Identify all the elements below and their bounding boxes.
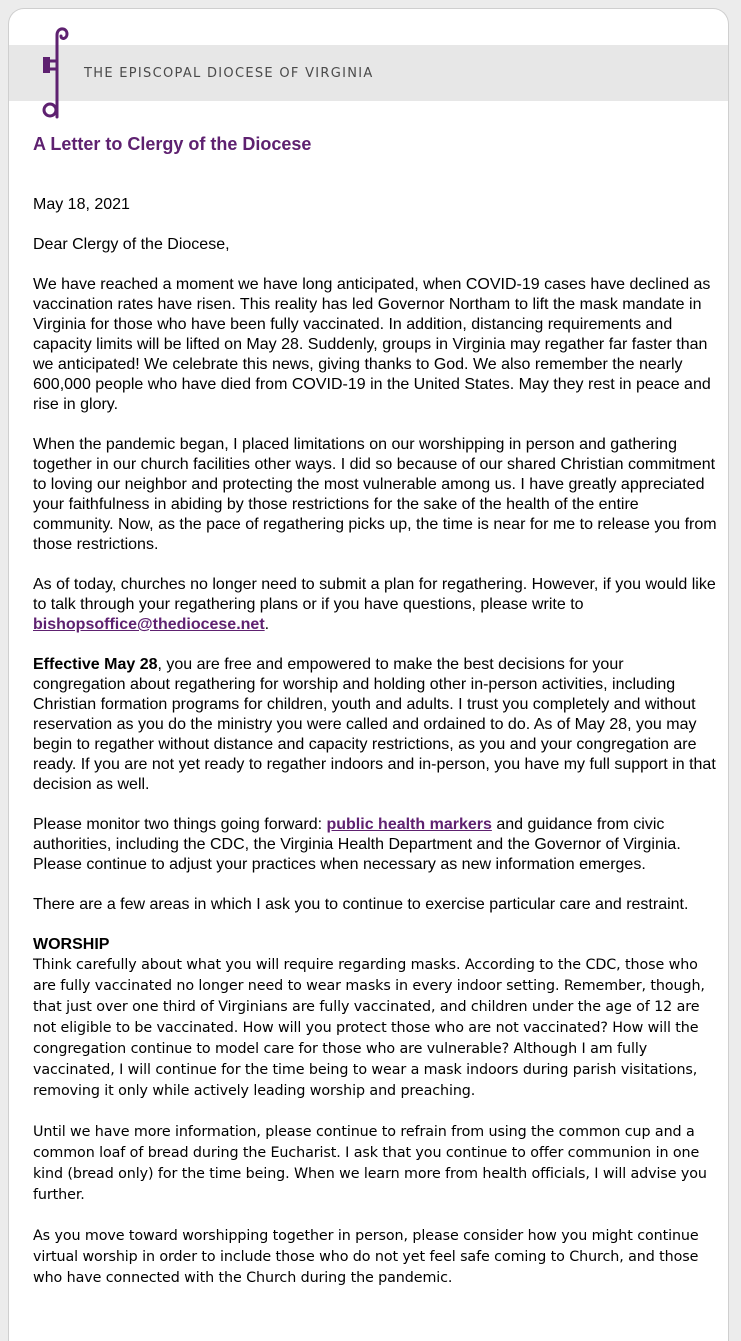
p5-text: and guidance from civic authorities, including the CDC, the Virginia Health Department and the Governor of Virginia. Please continue to adjust your practices when necessary as new information emerges. xyxy=(33,816,681,873)
paragraph-regathering-plans xyxy=(33,575,717,635)
paragraph-covid-update: We have reached a moment we have long anticipated, when COVID-19 cases have declined as vaccination rates have risen. This reality has led Governor Northam to lift the mask mandate in Virginia for those who have been fully vaccinated. In addition, distancing requirements and capacity limits will be lifted on May 28. Suddenly, groups in Virginia may regather far faster than we anticipated! We celebrate this news, giving thanks to God. We also remember the nearly 600,000 people who have died from COVID-19 in the United States. May they rest in peace and rise in glory. xyxy=(33,276,711,413)
worship-heading: WORSHIP xyxy=(33,936,110,953)
letter-title: A Letter to Clergy of the Diocese xyxy=(33,134,312,154)
paragraph-pandemic-limits: When the pandemic began, I placed limitations on our worshipping in person and gathering together in our church facilities other ways. I did so because of our shared Christian commitment to loving our neighbor and protecting the most vulnerable among us. I have greatly appreciated your faithfulness in abiding by those restrictions for the sake of the health of the entire community. Now, as the pace of regathering picks up, the time is near for me to release you from those restrictions. xyxy=(33,436,717,553)
effective-date-bold: Effective May 28 xyxy=(33,656,158,673)
public-health-markers-link[interactable]: public health markers xyxy=(326,816,492,833)
org-name: THE EPISCOPAL DIOCESE OF VIRGINIA xyxy=(84,66,374,81)
letter-date: May 18, 2021 xyxy=(33,196,130,213)
bishops-office-email-link[interactable]: bishopsoffice@thediocese.net xyxy=(33,616,265,633)
p3-text: As of today, churches no longer need to submit a plan for regathering. However, if you would like to talk through your regathering plans or if you have questions, please write to xyxy=(33,576,716,613)
paragraph-eucharist: Until we have more information, please continue to refrain from using the common cup and a common loaf of bread during the Eucharist. I ask that you continue to offer communion in one kind (bread only) for the time being. When we learn more from health officials, I will advise you further. xyxy=(33,1124,707,1203)
paragraph-care-restraint: There are a few areas in which I ask you to continue to exercise particular care and restraint. xyxy=(33,896,689,913)
letter-body-arial xyxy=(33,195,717,915)
worship-section xyxy=(33,955,717,1289)
letter-content xyxy=(33,129,717,1309)
paragraph-effective-may-28 xyxy=(33,655,717,795)
p5-start: Please monitor two things going forward: xyxy=(33,816,327,833)
paragraph-virtual-worship: As you move toward worshipping together in person, please consider how you might continue virtual worship in order to include those who do not yet feel safe coming to Church, and those who have connected with the Church during the pandemic. xyxy=(33,1228,699,1286)
email-card xyxy=(8,8,729,1341)
p3-end: . xyxy=(264,616,270,633)
paragraph-masks: Think carefully about what you will require regarding masks. According to the CDC, those who are fully vaccinated no longer need to wear masks in every indoor setting. Remember, though, that just over one third of Virginians are fully vaccinated, and children under the age of 12 are not eligible to be vaccinated. How will you protect those who are not vaccinated? How will the congregation continue to model care for those who are vulnerable? Although I am fully vaccinated, I will continue for the time being to wear a mask indoors during parish visitations, removing it only while actively leading worship and preaching. xyxy=(33,957,705,1099)
bishop-crozier-icon xyxy=(33,21,73,121)
p4-text: , you are free and empowered to make the best decisions for your congregation about regathering for worship and holding other in-person activities, including Christian formation programs for children, youth and adults. I trust you completely and without reservation as you do the ministry you were called and ordained to do. As of May 28, you may begin to regather without distance and capacity restrictions, as you and your congregation are ready. If you are not yet ready to regather indoors and in-person, you have my full support in that decision as well. xyxy=(33,656,716,793)
salutation: Dear Clergy of the Diocese, xyxy=(33,236,230,253)
paragraph-monitor xyxy=(33,815,717,875)
